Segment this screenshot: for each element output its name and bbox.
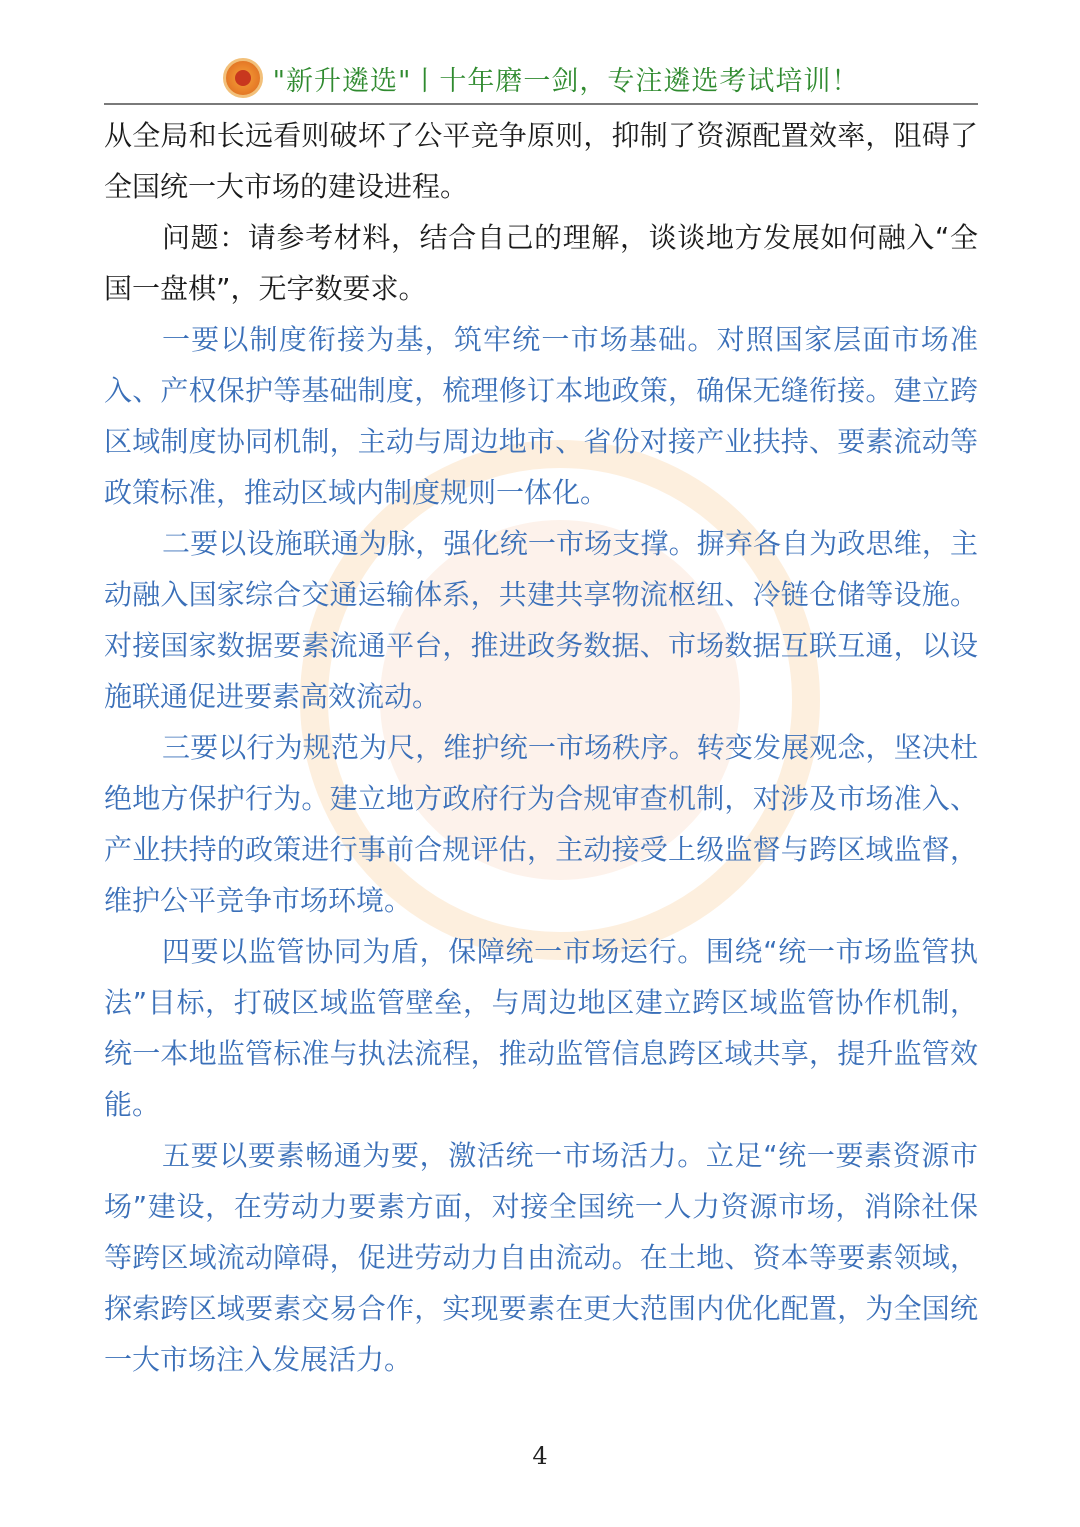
header-divider <box>104 103 978 105</box>
page-header <box>104 52 978 104</box>
logo-center <box>235 70 251 86</box>
page-number: 4 <box>532 1442 548 1470</box>
answer-point-1: 一要以制度衔接为基，筑牢统一市场基础。对照国家层面市场准入、产权保护等基础制度，梳理修订本地政策，确保无缝衔接。建立跨区域制度协同机制，主动与周边地市、省份对接产业扶持、要素流动等政策标准，推动区域内制度规则一体化。 <box>104 323 978 509</box>
logo-icon <box>223 58 263 98</box>
answer-point-3: 三要以行为规范为尺，维护统一市场秩序。转变发展观念，坚决杜绝地方保护行为。建立地方政府行为合规审查机制，对涉及市场准入、产业扶持的政策进行事前合规评估，主动接受上级监督与跨区域监督，维护公平竞争市场环境。 <box>104 731 978 917</box>
answer-point-4: 四要以监管协同为盾，保障统一市场运行。围绕“统一市场监管执法”目标，打破区域监管壁垒，与周边地区建立跨区域监管协作机制，统一本地监管标准与执法流程，推动监管信息跨区域共享，提升监管效能。 <box>104 935 978 1121</box>
document-body <box>104 110 978 1385</box>
intro-paragraph: 从全局和长远看则破坏了公平竞争原则，抑制了资源配置效率，阻碍了全国统一大市场的建设进程。 <box>104 119 978 203</box>
header-slogan: "新升遴选"丨十年磨一剑，专注遴选考试培训！ <box>272 65 860 97</box>
question-paragraph: 问题：请参考材料，结合自己的理解，谈谈地方发展如何融入“全国一盘棋”，无字数要求。 <box>104 221 978 305</box>
answer-point-2: 二要以设施联通为脉，强化统一市场支撑。摒弃各自为政思维，主动融入国家综合交通运输体系，共建共享物流枢纽、冷链仓储等设施。对接国家数据要素流通平台，推进政务数据、市场数据互联互通，以设施联通促进要素高效流动。 <box>104 527 978 713</box>
answer-point-5: 五要以要素畅通为要，激活统一市场活力。立足“统一要素资源市场”建设，在劳动力要素方面，对接全国统一人力资源市场，消除社保等跨区域流动障碍，促进劳动力自由流动。在土地、资本等要素领域，探索跨区域要素交易合作，实现要素在更大范围内优化配置，为全国统一大市场注入发展活力。 <box>104 1139 978 1376</box>
